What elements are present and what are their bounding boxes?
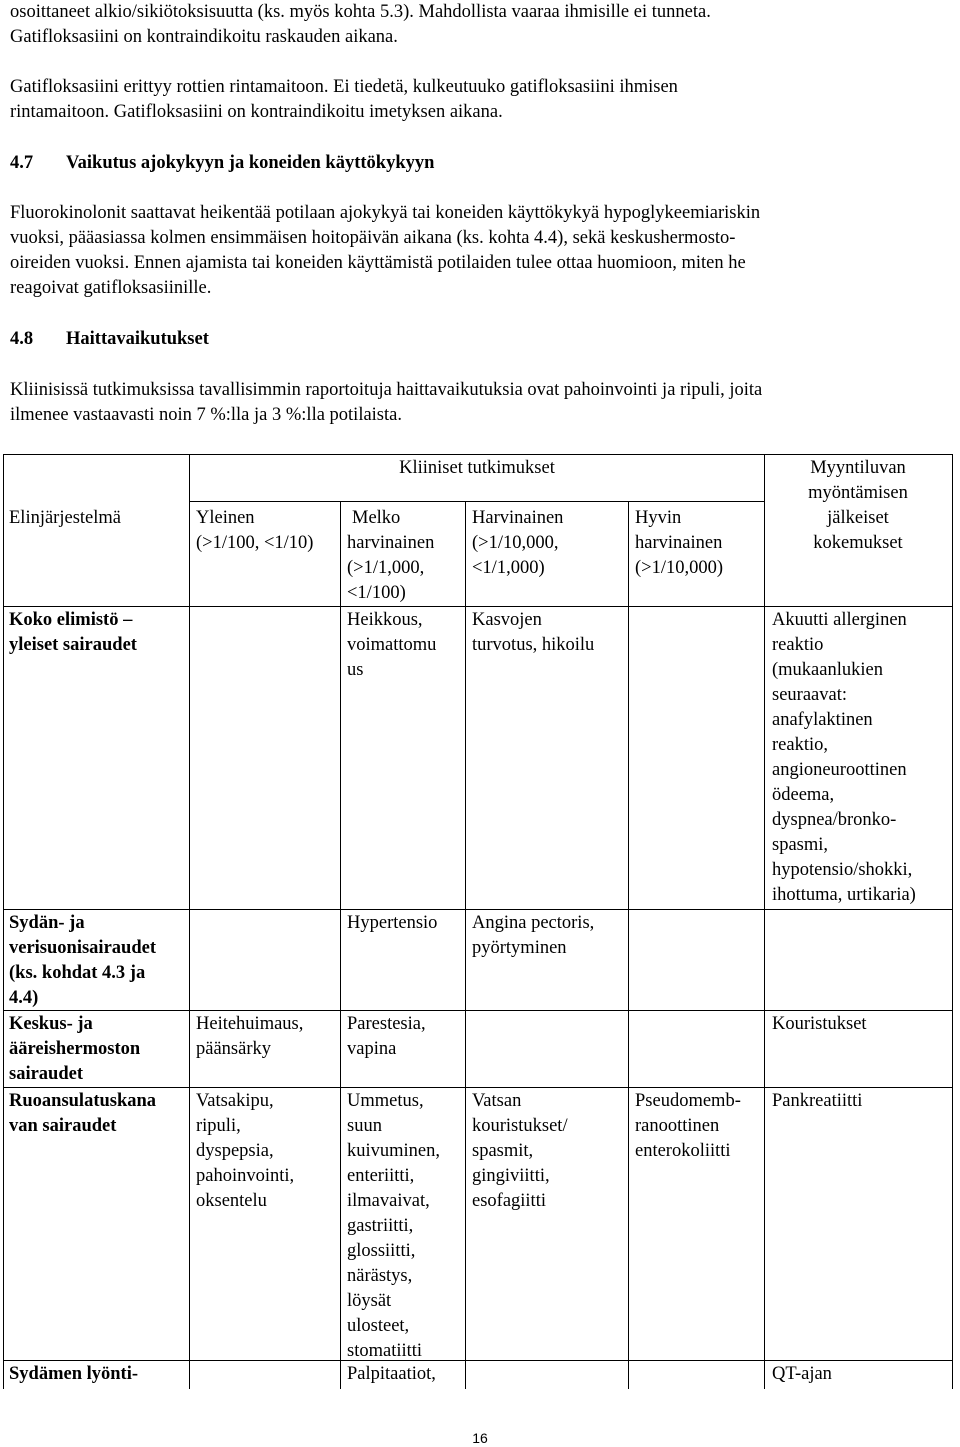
section-heading-4-7	[10, 151, 950, 176]
page-number: 16	[472, 1430, 488, 1446]
table-border	[189, 454, 190, 1389]
section-4-7-body	[10, 201, 950, 301]
body-line: reagoivat gatifloksasiinille.	[10, 278, 212, 298]
lactation-line: Gatifloksasiini erittyy rottien rintamaitoon. Ei tiedetä, kulkeutuuko gatifloksasiini ihmisen	[10, 77, 678, 97]
row-cardiovascular-rare: Angina pectoris, pyörtyminen	[472, 913, 595, 958]
row-gastro-rare: Vatsan kouristukset/ spasmit, gingiviitti, esofagiitti	[472, 1091, 568, 1211]
row-nervous-postmarketing: Kouristukset	[772, 1014, 867, 1034]
row-general-rare: Kasvojen turvotus, hikoilu	[472, 610, 595, 655]
section-number: 4.8	[10, 329, 34, 349]
header-very-rare: Hyvin harvinainen (>1/10,000)	[635, 508, 724, 578]
row-general-uncommon: Heikkous, voimattomu us	[347, 610, 437, 680]
header-uncommon: Melko harvinainen (>1/1,000, <1/100)	[347, 508, 435, 603]
section-heading-4-8	[10, 327, 950, 352]
intro-paragraph	[10, 0, 950, 50]
table-border	[952, 454, 953, 1389]
row-organ-nervous-system: Keskus- ja ääreishermoston sairaudet	[9, 1014, 141, 1084]
row-cardiac-uncommon: Palpitaatiot,	[347, 1364, 436, 1384]
lactation-paragraph	[10, 75, 950, 125]
table-border	[3, 1087, 953, 1088]
intro-line: Gatifloksasiini on kontraindikoitu raskauden aikana.	[10, 27, 398, 47]
table-border	[3, 606, 953, 607]
table-border	[764, 454, 765, 1389]
adverse-effects-table	[0, 454, 960, 1389]
lactation-line: rintamaitoon. Gatifloksasiini on kontraindikoitu imetyksen aikana.	[10, 102, 503, 122]
header-organ-system: Elinjärjestelmä	[9, 508, 121, 528]
row-organ-cardiovascular: Sydän- ja verisuonisairaudet (ks. kohdat 4.3 ja 4.4)	[9, 913, 156, 1008]
body-line: Fluorokinolonit saattavat heikentää potilaan ajokykyä tai koneiden käyttökykyä hypoglykeemiariskin	[10, 203, 761, 223]
intro-line: osoittaneet alkio/sikiötoksisuutta (ks. myös kohta 5.3). Mahdollista vaaraa ihmisille ei tunneta.	[10, 2, 711, 22]
row-organ-gastrointestinal: Ruoansulatuskana van sairaudet	[9, 1091, 157, 1136]
table-border	[465, 501, 466, 1389]
body-line: vuoksi, pääasiassa kolmen ensimmäisen hoitopäivän aikana (ks. kohta 4.4), sekä keskushermosto-	[10, 228, 736, 248]
row-organ-general: Koko elimistö – yleiset sairaudet	[9, 610, 137, 655]
table-border	[3, 1360, 953, 1361]
section-number: 4.7	[10, 153, 34, 173]
section-title: Vaikutus ajokykyyn ja koneiden käyttökykyyn	[66, 153, 435, 173]
section-4-8-body	[10, 378, 950, 428]
header-postmarketing: Myyntiluvan myöntämisen jälkeiset kokemukset	[808, 458, 908, 553]
row-organ-cardiac-rhythm: Sydämen lyönti-	[9, 1364, 139, 1384]
header-common: Yleinen (>1/100, <1/10)	[196, 508, 314, 553]
row-nervous-common: Heitehuimaus, päänsärky	[196, 1014, 304, 1059]
header-rare: Harvinainen (>1/10,000, <1/1,000)	[472, 508, 564, 578]
body-line: oireiden vuoksi. Ennen ajamista tai koneiden käyttämistä potilaiden tulee ottaa huomioon, miten he	[10, 253, 746, 273]
row-gastro-postmarketing: Pankreatiitti	[772, 1091, 863, 1111]
section-title: Haittavaikutukset	[66, 329, 209, 349]
table-border	[628, 501, 629, 1389]
table-border	[189, 501, 765, 502]
row-gastro-uncommon: Ummetus, suun kuivuminen, enteriitti, ilmavaivat, gastriitti, glossiitti, närästys, löysät ulosteet, stomatiitti	[347, 1091, 441, 1361]
row-cardiovascular-uncommon: Hypertensio	[347, 913, 438, 933]
table-border	[340, 501, 341, 1389]
row-gastro-common: Vatsakipu, ripuli, dyspepsia, pahoinvointi, oksentelu	[196, 1091, 295, 1211]
table-border	[3, 454, 4, 1389]
row-gastro-very-rare: Pseudomemb- ranoottinen enterokoliitti	[635, 1091, 741, 1161]
table-border	[3, 909, 953, 910]
row-nervous-uncommon: Parestesia, vapina	[347, 1014, 426, 1059]
table-border	[3, 454, 953, 455]
body-line: Kliinisissä tutkimuksissa tavallisimmin raportoituja haittavaikutuksia ovat pahoinvointi ja ripuli, joita	[10, 380, 763, 400]
body-line: ilmenee vastaavasti noin 7 %:lla ja 3 %:lla potilaista.	[10, 405, 402, 425]
row-cardiac-postmarketing: QT-ajan	[772, 1364, 832, 1384]
row-general-postmarketing: Akuutti allerginen reaktio (mukaanlukien seuraavat: anafylaktinen reaktio, angioneuroottinen ödeema, dyspnea/bronko- spasmi, hypotensio/shokki, ihottuma, urtikaria)	[772, 610, 916, 905]
group-header-clinical-trials: Kliiniset tutkimukset	[399, 458, 555, 478]
